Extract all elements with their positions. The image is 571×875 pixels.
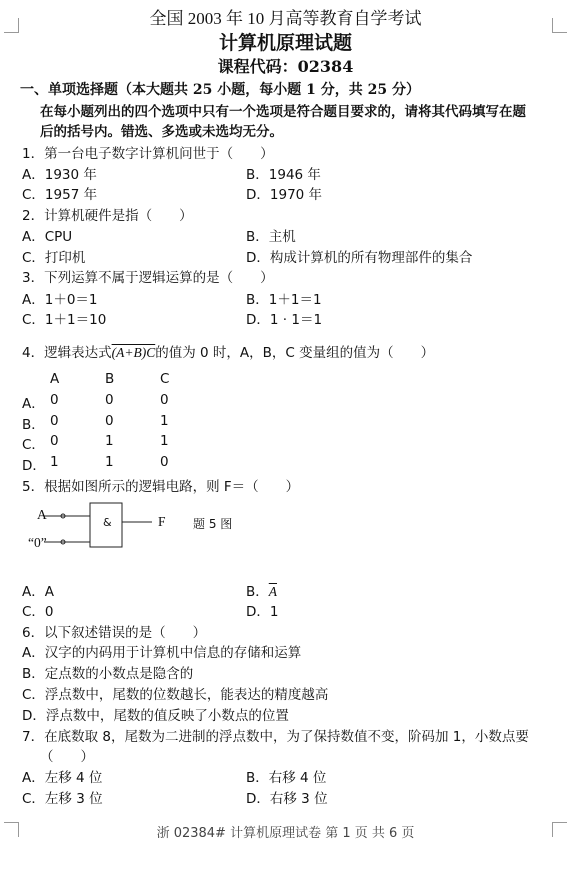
question-4-row-label: C． [22, 437, 45, 453]
question-4-cell: 0 [105, 413, 114, 429]
question-3-option-c: C．1＋1＝10 [22, 312, 107, 328]
circuit-caption: 题 5 图 [193, 517, 233, 531]
question-5-option-b-symbol: $\overline{A}$ [268, 584, 278, 599]
page-title: 计算机原理试题 [218, 32, 352, 54]
question-5-option-b [246, 580, 277, 600]
question-7-stem: 7．在底数取 8，尾数为二进制的浮点数中，为了保持数值不变，阶码加 1，小数点要 [22, 729, 529, 745]
instruction-line-2: 后的括号内。错选、多选或未选均无分。 [40, 124, 283, 140]
question-2-option-c: C．打印机 [22, 250, 86, 266]
question-4-row-label: B． [22, 417, 45, 433]
section-heading: 一、单项选择题（本大题共 25 小题，每小题 1 分，共 25 分） [20, 82, 420, 98]
question-4-row-label: A． [22, 396, 45, 412]
instruction-line-1: 在每小题列出的四个选项中只有一个选项是符合题目要求的，请将其代码填写在题 [40, 104, 526, 120]
question-4-cell: 0 [160, 392, 169, 408]
question-4-row-label: D． [22, 458, 46, 474]
question-6-option-d: D．浮点数中，尾数的值反映了小数点的位置 [22, 708, 289, 724]
question-2-stem: 2．计算机硬件是指（ ） [22, 208, 193, 224]
question-6-option-a: A．汉字的内码用于计算机中信息的存储和运算 [22, 645, 302, 661]
question-5-option-d: D．1 [246, 604, 279, 620]
question-2-option-b: B．主机 [246, 229, 296, 245]
question-7-option-a: A．左移 4 位 [22, 770, 103, 786]
question-7-option-c: C．左移 3 位 [22, 791, 103, 807]
question-4-expression: (A+B)C [111, 345, 156, 360]
course-code: 课程代码：02384 [217, 57, 354, 76]
question-4-cell: 0 [50, 413, 59, 429]
circuit-input-a-label: A [37, 507, 47, 522]
question-4-cell: 1 [105, 433, 114, 449]
question-4-stem-suffix: 的值为 0 时，A，B，C 变量组的值为（ ） [155, 345, 435, 361]
question-7-option-d: D．右移 3 位 [246, 791, 328, 807]
question-1-option-a: A．1930 年 [22, 167, 97, 183]
question-4-cell: 1 [160, 433, 169, 449]
question-4-stem-prefix: 4．逻辑表达式 [22, 345, 112, 361]
logic-circuit-diagram [20, 500, 280, 560]
question-6-stem: 6．以下叙述错误的是（ ） [22, 625, 207, 641]
question-1-stem: 1．第一台电子数字计算机问世于（ ） [22, 146, 274, 162]
question-3-option-b: B．1＋1＝1 [246, 292, 322, 308]
circuit-output-label: F [158, 514, 166, 529]
question-5-option-a: A．A [22, 584, 54, 600]
question-6-option-c: C．浮点数中，尾数的位数越长，能表达的精度越高 [22, 687, 329, 703]
question-7-option-b: B．右移 4 位 [246, 770, 327, 786]
page-footer: 浙 02384# 计算机原理试卷 第 1 页 共 6 页 [156, 826, 415, 841]
question-4-cell: 1 [50, 454, 59, 470]
question-5-option-b-label: B． [246, 584, 269, 600]
question-3-option-a: A．1＋0＝1 [22, 292, 98, 308]
exam-line: 全国 2003 年 10 月高等教育自学考试 [149, 9, 422, 28]
circuit-input-b-label: “0” [28, 535, 47, 550]
question-4-cell: 1 [160, 413, 169, 429]
question-4-stem [22, 341, 434, 361]
question-4-cell: 1 [105, 454, 114, 470]
question-4-cell: 0 [160, 454, 169, 470]
question-3-option-d: D．1 · 1＝1 [246, 312, 323, 328]
question-4-header-c: C [160, 371, 170, 387]
question-4-cell: 0 [50, 392, 59, 408]
question-1-option-c: C．1957 年 [22, 187, 98, 203]
question-7-stem-line2: （ ） [40, 749, 94, 765]
question-4-cell: 0 [105, 392, 114, 408]
question-4-cell: 0 [50, 433, 59, 449]
question-5-stem: 5．根据如图所示的逻辑电路，则 F＝（ ） [22, 479, 300, 495]
question-4-header-b: B [105, 371, 115, 387]
question-6-option-b: B．定点数的小数点是隐含的 [22, 666, 194, 682]
question-4-header-a: A [50, 371, 60, 387]
question-3-stem: 3．下列运算不属于逻辑运算的是（ ） [22, 270, 274, 286]
question-2-option-a: A．CPU [22, 229, 73, 245]
question-1-option-b: B．1946 年 [246, 167, 321, 183]
circuit-gate-symbol: & [103, 516, 112, 529]
question-5-option-c: C．0 [22, 604, 54, 620]
question-1-option-d: D．1970 年 [246, 187, 323, 203]
question-2-option-d: D．构成计算机的所有物理部件的集合 [246, 250, 473, 266]
